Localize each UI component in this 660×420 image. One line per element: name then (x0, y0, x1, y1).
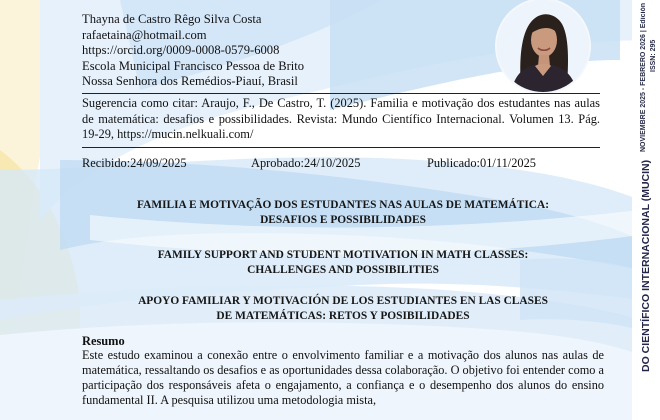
author-location: Nossa Senhora dos Remédios-Piauí, Brasil (82, 74, 298, 89)
sidebar-journal-name: DO CIENTÍFICO INTERNACIONAL (MUCIN) (640, 160, 652, 373)
approved-date: Aprobado:24/10/2025 (251, 156, 361, 170)
received-date: Recibido:24/09/2025 (82, 156, 187, 170)
author-photo (497, 0, 589, 92)
author-name: Thayna de Castro Rêgo Silva Costa (82, 12, 262, 26)
sidebar-issue-label: NOVIEMBRE 2025 - FEBRERO 2026 | Edición (640, 3, 647, 152)
title-english (82, 248, 604, 278)
title-spanish (82, 294, 604, 324)
citation-divider (82, 147, 600, 148)
title-en-line2: CHALLENGES AND POSSIBILITIES (247, 264, 439, 276)
author-portrait-icon (497, 0, 589, 92)
title-pt-line1: FAMILIA E MOTIVAÇÃO DOS ESTUDANTES NAS AULAS DE MATEMÁTICA: (136, 199, 550, 211)
title-en-line1: FAMILY SUPPORT AND STUDENT MOTIVATION IN MATH CLASSES: (157, 249, 529, 261)
top-divider (82, 93, 600, 94)
title-es-line2: DE MATEMÁTICAS: RETOS Y POSIBILIDADES (216, 310, 470, 322)
title-es-line1: APOYO FAMILIAR Y MOTIVACIÓN DE LOS ESTUDIANTES EN LAS CLASES (138, 295, 548, 307)
author-school: Escola Municipal Francisco Pessoa de Brito (82, 58, 305, 73)
author-email[interactable]: rafaetaina@hotmail.com (82, 27, 207, 42)
title-portuguese (82, 198, 604, 228)
abstract-heading: Resumo (82, 334, 125, 348)
published-date: Publicado:01/11/2025 (427, 156, 536, 170)
title-pt-line2: DESAFIOS E POSSIBILIDADES (260, 214, 426, 226)
abstract-text: Este estudo examinou a conexão entre o envolvimento familiar e a motivação dos alunos nas aulas de matemática, ressaltando os desafios e as oportunidades dessa colaboração. O objetivo foi entender como a participação dos responsáveis afeta o engajamento, a confiança e o desempenho dos alunos do ensino fundamental II. A pesquisa utilizou uma metodologia mista, (82, 348, 604, 408)
sidebar-issn-label: ISSN: 295 (650, 39, 657, 72)
citation-text: Sugerencia como citar: Araujo, F., De Castro, T. (2025). Familia e motivação dos estudantes nas aulas de matemática: desafios e possibilidades. Revista: Mundo Científico Internacional. Volumen 13. Pág. 19-29, https://mucin.nelkuali.com/ (82, 96, 600, 142)
author-orcid[interactable]: https://orcid.org/0009-0008-0579-6008 (82, 43, 280, 58)
author-block (82, 12, 304, 90)
dates-row (82, 156, 602, 172)
